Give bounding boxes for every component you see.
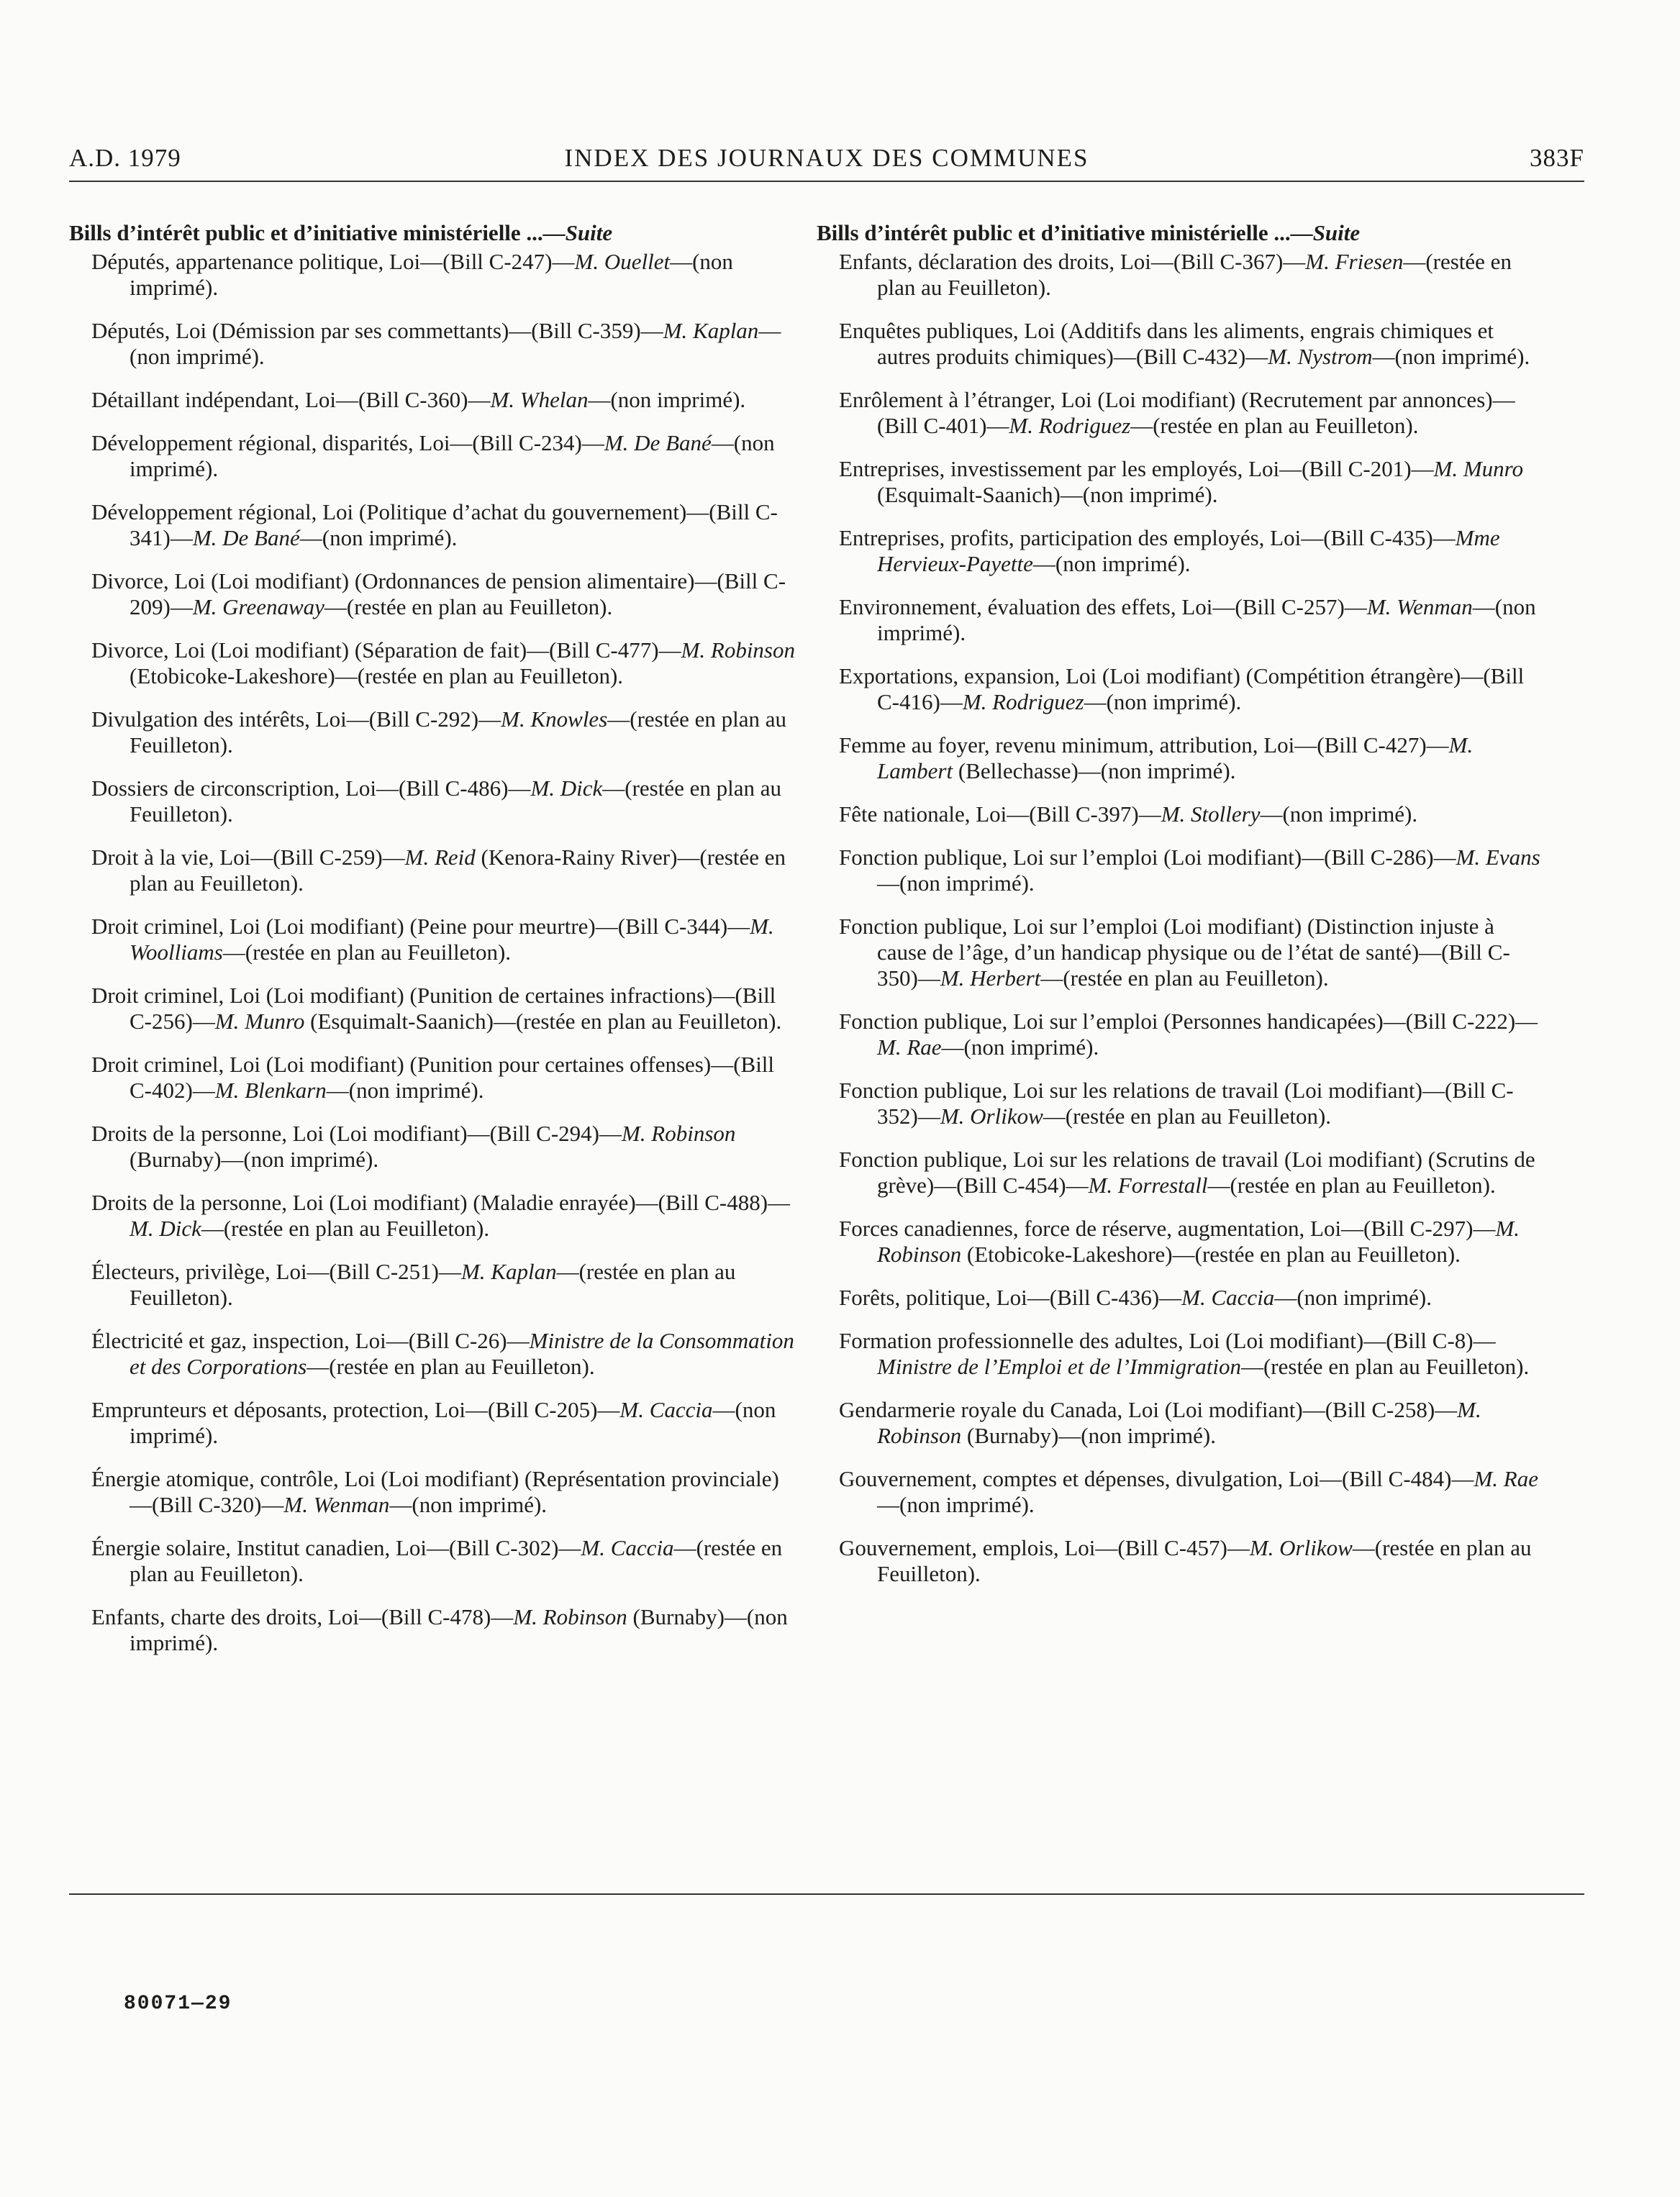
index-entry [69,914,796,965]
entry-title: Développement régional, Loi (Politique d’achat du gouvernement)—(Bill C-341)— [91,499,778,550]
entry-sponsor: M. Greenaway [192,594,324,619]
entry-sponsor: M. Kaplan [663,318,759,343]
entry-status: —(restée en plan au Feuilleton). [1130,413,1419,438]
entry-status: (Kenora-Rainy River)—(restée en plan au Feuilleton). [130,845,786,896]
index-entry [817,525,1543,577]
entry-sponsor: M. Whelan [490,387,589,412]
entry-status: (Burnaby)—(non imprimé). [130,1604,788,1655]
entry-sponsor: M. Robinson [681,637,795,663]
entry-sponsor: M. Robinson [621,1121,736,1146]
index-entry [69,1328,796,1380]
index-entry [817,732,1543,784]
entry-title: Députés, Loi (Démission par ses commettants)—(Bill C-359)— [91,318,663,343]
entry-title: Exportations, expansion, Loi (Loi modifiant) (Compétition étrangère)—(Bill C-416)— [839,663,1525,714]
index-entry [69,775,796,827]
entry-status: (Esquimalt-Saanich)—(restée en plan au Feuilleton). [304,1009,782,1034]
entry-status: —(restée en plan au Feuilleton). [307,1354,595,1379]
entry-title: Formation professionnelle des adultes, Loi (Loi modifiant)—(Bill C-8)— [839,1328,1496,1353]
index-entry [817,1535,1543,1587]
entry-sponsor: M. Orlikow [940,1104,1043,1129]
entry-status: —(non imprimé). [130,1397,776,1448]
entry-sponsor: Ministre de l’Emploi et de l’Immigration [877,1354,1241,1379]
running-head [69,144,1584,178]
entry-status: —(restée en plan au Feuilleton). [222,940,512,965]
index-entry [69,1190,796,1242]
entry-status: —(non imprimé). [1260,801,1418,827]
index-entry [69,845,796,896]
entry-title: Énergie solaire, Institut canadien, Loi—(Bill C-302)— [91,1535,581,1560]
entry-title: Forces canadiennes, force de réserve, augmentation, Loi—(Bill C-297)— [839,1216,1496,1241]
entry-title: Enfants, charte des droits, Loi—(Bill C-478)— [91,1604,514,1629]
entry-status: —(non imprimé). [941,1034,1099,1060]
index-entry [817,1009,1543,1060]
entry-status: —(non imprimé). [389,1492,548,1517]
index-entry [69,499,796,551]
header-year: A.D. 1979 [69,144,181,172]
entry-title: Divorce, Loi (Loi modifiant) (Séparation de fait)—(Bill C-477)— [91,637,681,663]
entry-title: Enfants, déclaration des droits, Loi—(Bill C-367)— [839,249,1306,274]
index-entries [817,249,1543,1587]
index-entry [69,1535,796,1587]
entry-sponsor: M. Evans [1456,845,1540,870]
index-entry [817,249,1543,301]
left-column [69,220,796,1673]
entry-title: Femme au foyer, revenu minimum, attribution, Loi—(Bill C-427)— [839,732,1449,758]
entry-status: —(non imprimé). [1084,689,1242,714]
index-entry [69,1397,796,1449]
entry-sponsor: M. Rodriguez [1009,413,1131,438]
entry-status: —(restée en plan au Feuilleton). [1240,1354,1530,1379]
index-entry [69,706,796,758]
index-entry [69,1121,796,1173]
entry-title: Forêts, politique, Loi—(Bill C-436)— [839,1285,1182,1310]
entry-status: (Burnaby)—(non imprimé). [130,1147,379,1172]
index-entry [69,568,796,620]
entry-sponsor: M. Rae [877,1034,942,1060]
entry-status: —(restée en plan au Feuilleton). [324,594,613,619]
index-entry [69,387,796,413]
entry-sponsor: M. Knowles [501,706,608,732]
entry-sponsor: M. Robinson [877,1397,1481,1448]
index-entry [817,801,1543,827]
index-entries [69,249,796,1656]
index-entry [817,663,1543,715]
entry-sponsor: M. Ouellet [574,249,671,274]
entry-title: Environnement, évaluation des effets, Loi—(Bill C-257)— [839,594,1367,619]
entry-title: Fonction publique, Loi sur l’emploi (Loi modifiant)—(Bill C-286)— [839,845,1456,870]
entry-title: Divulgation des intérêts, Loi—(Bill C-292)— [91,706,501,732]
index-entry [817,914,1543,991]
entry-title: Droit criminel, Loi (Loi modifiant) (Punition de certaines infractions)—(Bill C-256)— [91,983,776,1034]
entry-status: (Etobicoke-Lakeshore)—(restée en plan au Feuilleton). [130,663,624,688]
entry-title: Droits de la personne, Loi (Loi modifiant) (Maladie enrayée)—(Bill C-488)— [91,1190,791,1215]
entry-title: Dossiers de circonscription, Loi—(Bill C-486)— [91,775,531,801]
entry-status: —(restée en plan au Feuilleton). [877,249,1512,300]
entry-status: —(non imprimé). [877,594,1536,645]
index-entry [817,594,1543,646]
entry-title: Entreprises, investissement par les employés, Loi—(Bill C-201)— [839,456,1434,481]
entry-status: —(restée en plan au Feuilleton). [130,1259,736,1310]
entry-status: —(non imprimé). [1274,1285,1432,1310]
entry-status: (Bellechasse)—(non imprimé). [953,758,1236,783]
entry-status: —(restée en plan au Feuilleton). [201,1216,490,1241]
entry-title: Fonction publique, Loi sur l’emploi (Loi modifiant) (Distinction injuste à cause de l’âge, d’un handicap physique ou de l’état de santé)—(Bill C-350)— [839,914,1510,991]
entry-sponsor: M. Wenman [283,1492,390,1517]
entry-status: —(restée en plan au Feuilleton). [130,706,787,758]
entry-status: —(non imprimé). [588,387,746,412]
index-entry [817,318,1543,370]
entry-title: Enrôlement à l’étranger, Loi (Loi modifiant) (Recrutement par annonces)—(Bill C-401)— [839,387,1515,438]
entry-status: (Etobicoke-Lakeshore)—(restée en plan au Feuilleton). [961,1242,1461,1267]
entry-status: —(restée en plan au Feuilleton). [877,1535,1532,1586]
entry-status: —(non imprimé). [877,870,1035,896]
entry-status: —(non imprimé). [130,249,733,300]
header-page-number: 383F [1530,144,1584,172]
entry-sponsor: M. Dick [130,1216,201,1241]
entry-sponsor: M. Woolliams [130,914,774,965]
column-heading-text: Bills d’intérêt public et d’initiative ministérielle ... [69,220,543,245]
entry-sponsor: M. Robinson [513,1604,627,1629]
entry-title: Emprunteurs et déposants, protection, Loi—(Bill C-205)— [91,1397,620,1422]
entry-title: Gouvernement, comptes et dépenses, divulgation, Loi—(Bill C-484)— [839,1466,1474,1491]
entry-title: Droit criminel, Loi (Loi modifiant) (Punition pour certaines offenses)—(Bill C-402)— [91,1052,775,1103]
entry-title: Entreprises, profits, participation des employés, Loi—(Bill C-435)— [839,525,1456,550]
index-entry [817,1328,1543,1380]
entry-sponsor: M. Lambert [877,732,1474,783]
entry-sponsor: M. Reid [404,845,476,870]
entry-sponsor: M. Dick [530,775,603,801]
index-entry [817,456,1543,508]
entry-status: —(restée en plan au Feuilleton). [130,1535,783,1586]
entry-status: —(non imprimé). [1032,551,1191,576]
entry-sponsor: Mme Hervieux-Payette [877,525,1500,576]
entry-status: (Burnaby)—(non imprimé). [961,1423,1216,1448]
column-heading-text: Bills d’intérêt public et d’initiative ministérielle ... [817,220,1291,245]
entry-sponsor: M. Robinson [877,1216,1520,1267]
header-title: INDEX DES JOURNAUX DES COMMUNES [564,144,1089,172]
entry-sponsor: M. Wenman [1366,594,1473,619]
column-heading [69,220,796,246]
entry-title: Fonction publique, Loi sur les relations de travail (Loi modifiant)—(Bill C-352)— [839,1078,1514,1129]
entry-sponsor: M. Munro [1433,456,1524,481]
entry-title: Fonction publique, Loi sur l’emploi (Personnes handicapées)—(Bill C-222)— [839,1009,1538,1034]
column-heading-suite: —Suite [542,220,613,245]
right-column [817,220,1543,1604]
column-heading [817,220,1543,246]
entry-sponsor: M. Munro [214,1009,305,1034]
entry-sponsor: M. Caccia [581,1535,674,1560]
entry-sponsor: M. Caccia [1181,1285,1275,1310]
entry-title: Gouvernement, emplois, Loi—(Bill C-457)— [839,1535,1250,1560]
entry-status: —(non imprimé). [130,430,775,481]
index-entry [69,1052,796,1104]
entry-title: Électricité et gaz, inspection, Loi—(Bill C-26)— [91,1328,530,1353]
column-heading-suite: —Suite [1290,220,1361,245]
entry-title: Enquêtes publiques, Loi (Additifs dans les aliments, engrais chimiques et autres produits chimiques)—(Bill C-432)— [839,318,1494,369]
index-entry [69,430,796,482]
entry-sponsor: M. Stollery [1161,801,1261,827]
entry-title: Députés, appartenance politique, Loi—(Bill C-247)— [91,249,575,274]
entry-title: Détaillant indépendant, Loi—(Bill C-360)— [91,387,491,412]
index-entry [817,1078,1543,1129]
entry-status: (Esquimalt-Saanich)—(non imprimé). [877,482,1218,507]
entry-sponsor: M. Friesen [1305,249,1404,274]
entry-status: —(non imprimé). [326,1078,484,1103]
index-entry [69,318,796,370]
entry-title: Électeurs, privilège, Loi—(Bill C-251)— [91,1259,461,1284]
entry-status: —(restée en plan au Feuilleton). [1040,965,1329,991]
entry-status: —(non imprimé). [1372,344,1530,369]
entry-title: Fonction publique, Loi sur les relations de travail (Loi modifiant) (Scrutins de grève)—(Bill C-454)— [839,1147,1535,1198]
entry-sponsor: M. Kaplan [460,1259,557,1284]
entry-title: Droit à la vie, Loi—(Bill C-259)— [91,845,405,870]
entry-title: Droit criminel, Loi (Loi modifiant) (Peine pour meurtre)—(Bill C-344)— [91,914,750,939]
entry-sponsor: M. Herbert [940,965,1041,991]
entry-sponsor: Ministre de la Consommation et des Corporations [130,1328,794,1379]
entry-sponsor: M. Caccia [619,1397,713,1422]
index-entry [817,1285,1543,1311]
entry-status: —(restée en plan au Feuilleton). [1207,1173,1496,1198]
index-entry [817,387,1543,439]
index-entry [69,1604,796,1656]
index-entry [817,1147,1543,1198]
entry-title: Développement régional, disparités, Loi—(Bill C-234)— [91,430,604,455]
print-code: 80071—29 [124,1993,232,2015]
entry-sponsor: M. Blenkarn [214,1078,327,1103]
index-entry [817,1216,1543,1268]
entry-sponsor: M. Orlikow [1249,1535,1353,1560]
header-rule [69,181,1584,182]
index-entry [69,1466,796,1518]
index-entry [69,637,796,689]
entry-status: —(non imprimé). [877,1492,1035,1517]
entry-title: Énergie atomique, contrôle, Loi (Loi modifiant) (Représentation provinciale)—(Bill C-320)— [91,1466,779,1517]
entry-status: —(restée en plan au Feuilleton). [1043,1104,1332,1129]
entry-sponsor: M. Rodriguez [962,689,1084,714]
index-entry [69,983,796,1034]
index-entry [69,1259,796,1311]
index-entry [817,1397,1543,1449]
footer-rule [69,1893,1584,1895]
entry-sponsor: M. De Bané [192,525,300,550]
index-entry [817,845,1543,896]
entry-title: Fête nationale, Loi—(Bill C-397)— [839,801,1161,827]
entry-sponsor: M. Nystrom [1268,344,1373,369]
entry-status: —(restée en plan au Feuilleton). [130,775,782,827]
entry-title: Gendarmerie royale du Canada, Loi (Loi modifiant)—(Bill C-258)— [839,1397,1458,1422]
entry-sponsor: M. De Bané [604,430,712,455]
entry-title: Divorce, Loi (Loi modifiant) (Ordonnances de pension alimentaire)—(Bill C-209)— [91,568,786,619]
entry-status: —(non imprimé). [299,525,458,550]
index-entry [69,249,796,301]
entry-status: —(non imprimé). [130,318,781,369]
entry-title: Droits de la personne, Loi (Loi modifiant)—(Bill C-294)— [91,1121,622,1146]
entry-sponsor: M. Forrestall [1088,1173,1208,1198]
index-entry [817,1466,1543,1518]
entry-sponsor: M. Rae [1474,1466,1539,1491]
